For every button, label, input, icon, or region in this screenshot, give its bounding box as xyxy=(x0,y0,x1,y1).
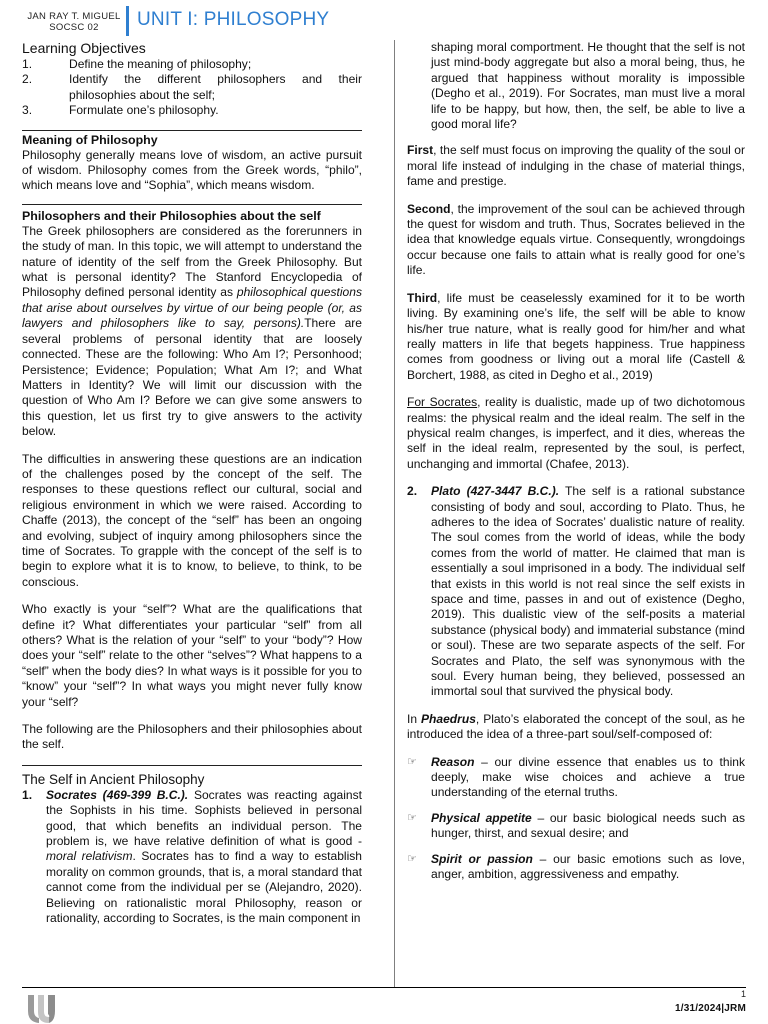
philosophers-heading: Philosophers and their Philosophies about the self xyxy=(22,208,321,223)
soul-part-spirit: ☞ Spirit or passion – our basic emotions such as love, anger, ambition, aggressiveness and empathy. xyxy=(407,851,745,882)
ancient-heading: The Self in Ancient Philosophy xyxy=(22,771,205,787)
learning-objectives-heading: Learning Objectives xyxy=(22,40,146,56)
objective-item: 1. Define the meaning of philosophy; xyxy=(22,57,252,71)
unit-title: UNIT I: PHILOSOPHY xyxy=(137,9,330,30)
course-code: SOCSC 02 xyxy=(49,22,99,33)
philosophers-paragraph-3: Who exactly is your “self”? What are the qualifications that define it? What differentiates your particular “self” from all others? What is the relation of your “self” to your “body”? How does your “self” relate to the other “selves”? What happens to a “self” when the body dies? In what ways is it possible for you to “know” your “self”? In what ways you might never fully know your “self? xyxy=(22,602,362,709)
second-point: Second, the improvement of the soul can be achieved through the quest for wisdom and truth. Thus, Socrates believed in the idea that knowledge equals virtue. Consequently, wrongdoings occur because one fails to attain what is really good for one’s life. xyxy=(407,201,745,278)
objectives-list xyxy=(22,57,362,119)
objective-item: 2. Identify the different philosophers and their philosophies about the self; xyxy=(22,72,362,102)
third-point: Third, life must be ceaselessly examined for it to be worth living. By examining one’s life, the self will be able to know his/her true nature, what is really good for him/her and what really matters in life that begets happiness. True happiness comes from goodness or living out a moral life (Castell & Borchert, 1988, as cited in Degho et al., 2019) xyxy=(407,290,745,382)
ancient-section xyxy=(22,765,362,927)
soul-part-reason: ☞ Reason – our divine essence that enables us to think deeply, make wise choices and achieve a true understanding of the eternal truths. xyxy=(407,754,745,800)
left-column xyxy=(22,40,362,927)
right-column xyxy=(407,40,745,883)
meaning-heading: Meaning of Philosophy xyxy=(22,132,158,147)
soul-part-appetite: ☞ Physical appetite – our basic biological needs such as hunger, thirst, and sexual desire; and xyxy=(407,810,745,841)
objective-item: 3. Formulate one’s philosophy. xyxy=(22,103,219,118)
philosophers-paragraph-2: The difficulties in answering these questions are an indication of the challenges posed by the concept of the self. The responses to these questions reflect our cultural, social and religious environment in which we were raised. According to Chaffe (2013), the concept of the “self” has been an ongoing and evolving, subject of inquiry among philosophers since the time of Socrates. To grapple with the concept of the self is to begin to explore what it is to know, to believe, to think, to be conscious. xyxy=(22,451,362,589)
page-number: 1 xyxy=(740,989,746,999)
author-name: JAN RAY T. MIGUEL xyxy=(27,11,121,22)
footer-rule xyxy=(22,987,746,988)
phaedrus-paragraph: In Phaedrus, Plato’s elaborated the concept of the soul, as he introduced the idea of a three-part soul/self-composed of: xyxy=(407,711,745,742)
pointing-hand-icon: ☞ xyxy=(407,755,417,768)
socrates-item: 1. Socrates (469-399 B.C.). Socrates was reacting against the Sophists in his time. Sophists believed in personal good, that which benefits an individual person. The problem is, we have relative definition of what is good - moral relativism. Socrates has to find a way to establish morality on common grounds, that is, a moral standard that cannot come from the individual per se (Alejandro, 2020). Believing on rationalistic moral Philosophy, reason or rationality, according to Socrates, is the main component in xyxy=(22,787,362,926)
plato-item: 2. Plato (427-3447 B.C.). The self is a rational substance consisting of body and soul, according to Plato. Thus, he adheres to the idea of Socrates’ dualistic nature of reality. The soul comes from the world of ideas, while the body comes from the world of matter. He claimed that man is essentially a soul imprisoned in a body. The individual self that exists in this world is not real since the self exists in space and time, passes in and out of existence (Degho, 2019). This dualistic view of the self-posits a material substance (physical body) and immaterial substance (mind or soul). These are two separate aspects of the self. For Socrates and Plato, the self was synonymous with the soul. Every human being, they believed, possessed an immortal soul that survived the physical body. xyxy=(407,484,745,699)
philosophers-paragraph-4: The following are the Philosophers and their philosophies about the self. xyxy=(22,722,362,752)
pointing-hand-icon: ☞ xyxy=(407,852,417,865)
socrates-name: Socrates (469-399 B.C.). xyxy=(46,787,189,802)
socrates-continuation: shaping moral comportment. He thought that the self is not just mind-body aggregate but also a moral being, thus, he argued that happiness without morality is impossible (Degho et al., 2019). For Socrates, man must live a moral life to be happy, but how, then, the self, be able to live a good moral life? xyxy=(431,40,745,132)
footer-date: 1/31/2024|JRM xyxy=(675,1003,746,1014)
philosophers-paragraph-1: The Greek philosophers are considered as the forerunners in the study of man. In this topic, we will attempt to understand the nature of identity of the self from the Greek Philosophy. But what is personal identity? The Stanford Encyclopedia of Philosophy defined personal identity as philosophical questions that arise about ourselves by virtue of our being people (or, as lawyers and philosophers like to say, persons).There are several problems of personal identity that are loosely connected. These are the following: Who Am I?; Personhood; Persistence; Evidence; Population; What Am I?; and What Matters in Identity? We will limit our discussion with the question of Who Am I? Before we can give some answers to this question, let us first try to give answers to the activity below. xyxy=(22,223,362,439)
meaning-section xyxy=(22,130,362,194)
philosophers-section xyxy=(22,204,362,753)
university-logo-icon xyxy=(24,992,60,1024)
first-point: First, the self must focus on improving the quality of the soul or moral life instead of indulging in the chase of material things, fame and prestige. xyxy=(407,143,745,189)
header-accent-bar xyxy=(126,6,129,36)
meaning-text: Philosophy generally means love of wisdom, an active pursuit of wisdom. Philosophy comes from the Greek words, “philo”, which means love and “Sophia”, which means wisdom. xyxy=(22,147,362,193)
header-author-block xyxy=(22,11,126,33)
reality-paragraph: For Socrates, reality is dualistic, made up of two dichotomous realms: the physical realm and the ideal realm. The self in the physical realm changes, is imperfect, and it dies, whereas the self in the ideal realm, represented by the soul, is perfect, unchanging and immortal (Chafee, 2013). xyxy=(407,395,745,471)
plato-name: Plato (427-3447 B.C.). xyxy=(431,484,560,499)
column-divider xyxy=(394,40,395,988)
pointing-hand-icon: ☞ xyxy=(407,811,417,824)
